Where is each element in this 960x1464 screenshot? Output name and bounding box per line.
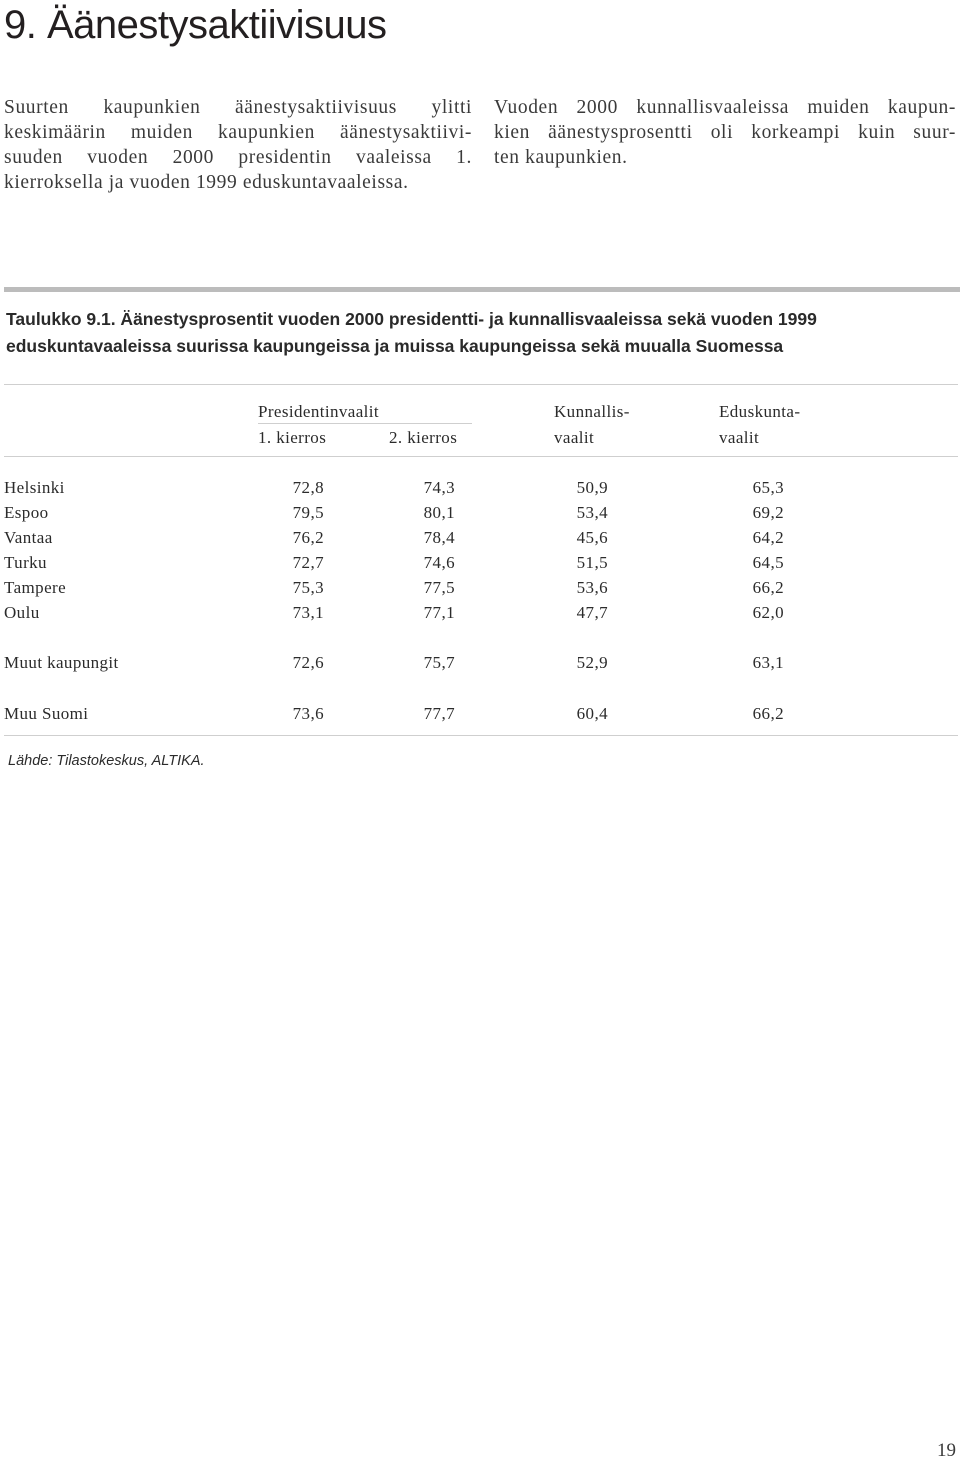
value-cell: 79,5 xyxy=(292,503,324,522)
value-cell: 74,6 xyxy=(423,553,455,572)
page-number: 19 xyxy=(937,1440,956,1461)
header-presidential-elections: Presidentinvaalit xyxy=(258,402,380,421)
header-parliamentary-elections-2: vaalit xyxy=(719,428,760,447)
row-label: Helsinki xyxy=(4,478,65,497)
value-cell: 64,2 xyxy=(752,528,784,547)
value-cell: 62,0 xyxy=(752,603,784,622)
value-cell: 72,8 xyxy=(292,478,324,497)
header-second-round: 2. kierros xyxy=(389,428,458,447)
value-cell: 45,6 xyxy=(576,528,608,547)
table-caption-line: Taulukko 9.1. Äänestysprosentit vuoden 2000 presidentti- ja kunnallisvaaleissa sekä vuoden 1999 xyxy=(6,309,817,329)
row-label: Tampere xyxy=(4,578,67,597)
intro-left-paragraph xyxy=(4,95,472,195)
value-cell: 53,6 xyxy=(576,578,608,597)
value-cell: 66,2 xyxy=(752,704,784,723)
value-cell: 75,3 xyxy=(292,578,324,597)
row-label: Vantaa xyxy=(4,528,53,547)
value-cell: 72,6 xyxy=(292,653,324,672)
row-label: Turku xyxy=(4,553,47,572)
value-cell: 78,4 xyxy=(423,528,455,547)
value-cell: 51,5 xyxy=(576,553,608,572)
value-cell: 63,1 xyxy=(752,653,784,672)
value-cell: 66,2 xyxy=(752,578,784,597)
value-cell: 76,2 xyxy=(292,528,324,547)
table-caption xyxy=(6,306,956,360)
row-label: Oulu xyxy=(4,603,40,622)
value-cell: 65,3 xyxy=(752,478,784,497)
intro-left-line: kierroksella ja vuoden 1999 eduskuntavaaleissa. xyxy=(4,172,409,193)
value-cell: 80,1 xyxy=(423,503,455,522)
table-bottom-rule xyxy=(4,735,958,736)
value-cell: 52,9 xyxy=(576,653,608,672)
header-parliamentary-elections: Eduskunta- xyxy=(719,402,801,421)
value-cell: 75,7 xyxy=(423,653,455,672)
value-cell: 47,7 xyxy=(576,603,608,622)
table-top-rule xyxy=(4,384,958,385)
intro-right-line: Vuoden 2000 kunnallisvaaleissa muiden kaupun- xyxy=(494,97,956,118)
value-cell: 73,6 xyxy=(292,704,324,723)
header-presidential-underline xyxy=(258,423,472,424)
row-label: Muut kaupungit xyxy=(4,653,119,672)
intro-right-line: ten kaupunkien. xyxy=(494,147,628,168)
caption-divider xyxy=(4,287,960,292)
intro-left-line: suuden vuoden 2000 presidentin vaaleissa 1. xyxy=(4,147,472,168)
value-cell: 77,7 xyxy=(423,704,455,723)
value-cell: 69,2 xyxy=(752,503,784,522)
page-heading: 9. Äänestysaktiivisuus xyxy=(4,3,387,47)
source-note: Lähde: Tilastokeskus, ALTIKA. xyxy=(8,753,205,769)
value-cell: 77,1 xyxy=(423,603,455,622)
intro-left-line: keskimäärin muiden kaupunkien äänestysaktiivi- xyxy=(4,122,472,143)
header-municipal-elections-2: vaalit xyxy=(554,428,595,447)
value-cell: 53,4 xyxy=(576,503,608,522)
value-cell: 77,5 xyxy=(423,578,455,597)
row-label: Muu Suomi xyxy=(4,704,89,723)
intro-right-paragraph xyxy=(494,95,956,170)
value-cell: 73,1 xyxy=(292,603,324,622)
value-cell: 60,4 xyxy=(576,704,608,723)
intro-left-line: Suurten kaupunkien äänestysaktiivisuus ylitti xyxy=(4,97,472,118)
value-cell: 74,3 xyxy=(423,478,455,497)
table-header-rule xyxy=(4,456,958,457)
value-cell: 72,7 xyxy=(292,553,324,572)
value-cell: 50,9 xyxy=(576,478,608,497)
table-caption-line: eduskuntavaaleissa suurissa kaupungeissa ja muissa kaupungeissa sekä muualla Suomessa xyxy=(6,336,784,356)
value-cell: 64,5 xyxy=(752,553,784,572)
intro-right-line: kien äänestysprosentti oli korkeampi kuin suur- xyxy=(494,122,956,143)
row-label: Espoo xyxy=(4,503,49,522)
header-first-round: 1. kierros xyxy=(258,428,327,447)
header-municipal-elections: Kunnallis- xyxy=(554,402,630,421)
